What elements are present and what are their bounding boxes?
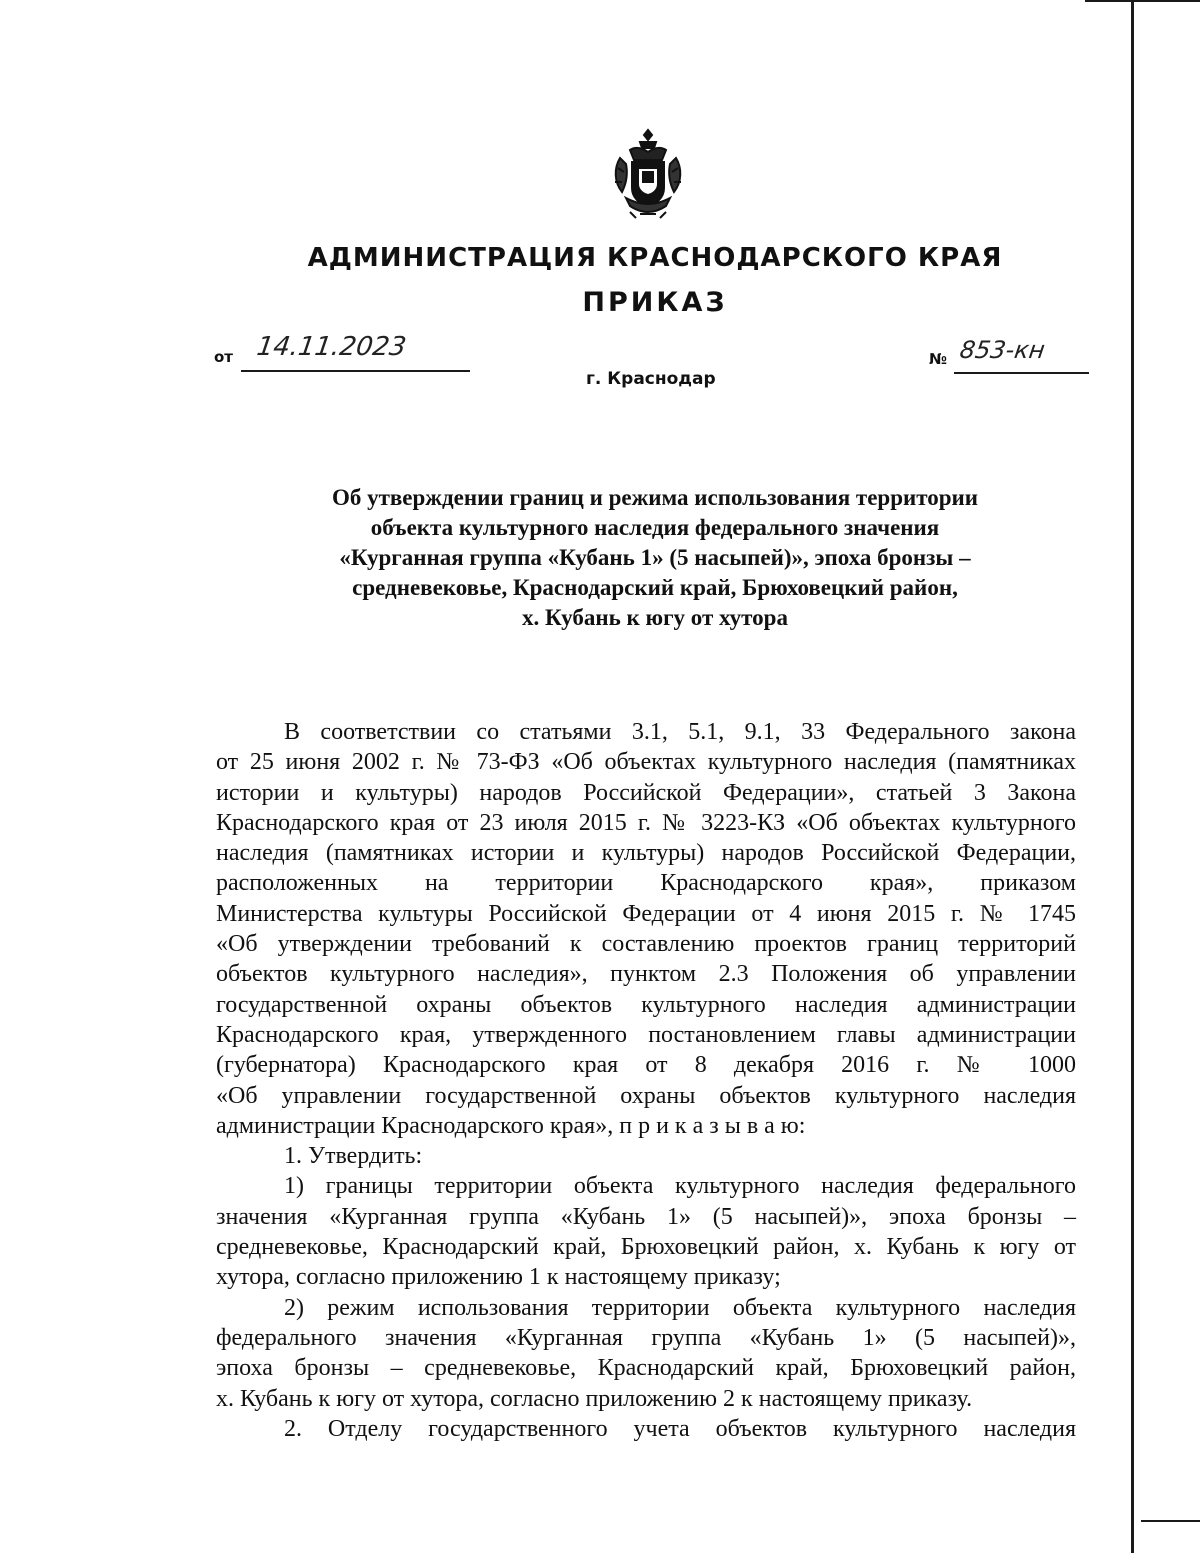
document-type: ПРИКАЗ	[582, 287, 728, 318]
body-line: государственной охраны объектов культурного наследия администрации	[216, 991, 1076, 1018]
body-line: 2) режим использования территории объекта культурного наследия	[284, 1294, 1076, 1321]
body-line: «Об управлении государственной охраны объектов культурного наследия	[216, 1082, 1076, 1109]
body-line: 1. Утвердить:	[284, 1143, 423, 1170]
scan-edge-tick	[1141, 1520, 1200, 1522]
document-subject	[205, 483, 1105, 633]
body-line: расположенных на территории Краснодарского края», приказом	[216, 870, 1076, 897]
date-underline	[241, 370, 470, 372]
subject-line: х. Кубань к югу от хутора	[522, 605, 788, 630]
document-body	[216, 717, 1076, 1444]
body-line: Краснодарского края, утвержденного постановлением главы администрации	[216, 1021, 1076, 1048]
scan-edge-line-top	[1085, 0, 1200, 2]
body-line: 1) границы территории объекта культурного наследия федерального	[284, 1173, 1076, 1200]
body-line: эпоха бронзы – средневековье, Краснодарский край, Брюховецкий район,	[216, 1355, 1076, 1382]
body-line: от 25 июня 2002 г. № 73-ФЗ «Об объектах культурного наследия (памятниках	[216, 749, 1076, 776]
body-line: х. Кубань к югу от хутора, согласно приложению 2 к настоящему приказу.	[216, 1385, 973, 1412]
number-value: 853-кн	[958, 336, 1047, 364]
body-line: Министерства культуры Российской Федерации от 4 июня 2015 г. № 1745	[216, 900, 1076, 927]
subject-line: объекта культурного наследия федерального значения	[370, 515, 940, 540]
body-line: наследия (памятниках истории и культуры) народов Российской Федерации,	[216, 840, 1076, 867]
subject-line: «Курганная группа «Кубань 1» (5 насыпей)», эпоха бронзы –	[339, 545, 971, 570]
number-prefix: №	[929, 350, 948, 368]
organization-title: АДМИНИСТРАЦИЯ КРАСНОДАРСКОГО КРАЯ	[307, 243, 1003, 273]
scan-edge-line	[1131, 0, 1134, 1553]
subject-line: Об утверждении границ и режима использования территории	[331, 485, 979, 510]
body-line: федерального значения «Курганная группа «Кубань 1» (5 насыпей)»,	[216, 1324, 1076, 1351]
city: г. Краснодар	[586, 369, 716, 389]
body-line: значения «Курганная группа «Кубань 1» (5 насыпей)», эпоха бронзы –	[216, 1203, 1076, 1230]
date-value: 14.11.2023	[254, 332, 408, 362]
body-line: хутора, согласно приложению 1 к настоящему приказу;	[216, 1264, 781, 1291]
body-line: (губернатора) Краснодарского края от 8 декабря 2016 г. № 1000	[216, 1052, 1076, 1079]
body-line: Краснодарского края от 23 июля 2015 г. № 3223-КЗ «Об объектах культурного	[216, 809, 1076, 836]
body-line: объектов культурного наследия», пунктом 2.3 Положения об управлении	[216, 961, 1076, 988]
body-line: В соответствии со статьями 3.1, 5.1, 9.1, 33 Федерального закона	[284, 719, 1076, 745]
coat-of-arms-emblem	[610, 128, 686, 220]
body-line: администрации Краснодарского края», п р и к а з ы в а ю:	[216, 1112, 806, 1139]
body-line: 2. Отделу государственного учета объектов культурного наследия	[284, 1415, 1076, 1442]
number-underline	[954, 372, 1089, 374]
body-line: средневековье, Краснодарский край, Брюховецкий район, х. Кубань к югу от	[216, 1234, 1076, 1261]
subject-line: средневековье, Краснодарский край, Брюховецкий район,	[352, 575, 958, 600]
body-line: истории и культуры) народов Российской Федерации», статьей 3 Закона	[216, 779, 1076, 806]
date-prefix: от	[214, 348, 233, 366]
body-line: «Об утверждении требований к составлению проектов границ территорий	[216, 931, 1076, 958]
